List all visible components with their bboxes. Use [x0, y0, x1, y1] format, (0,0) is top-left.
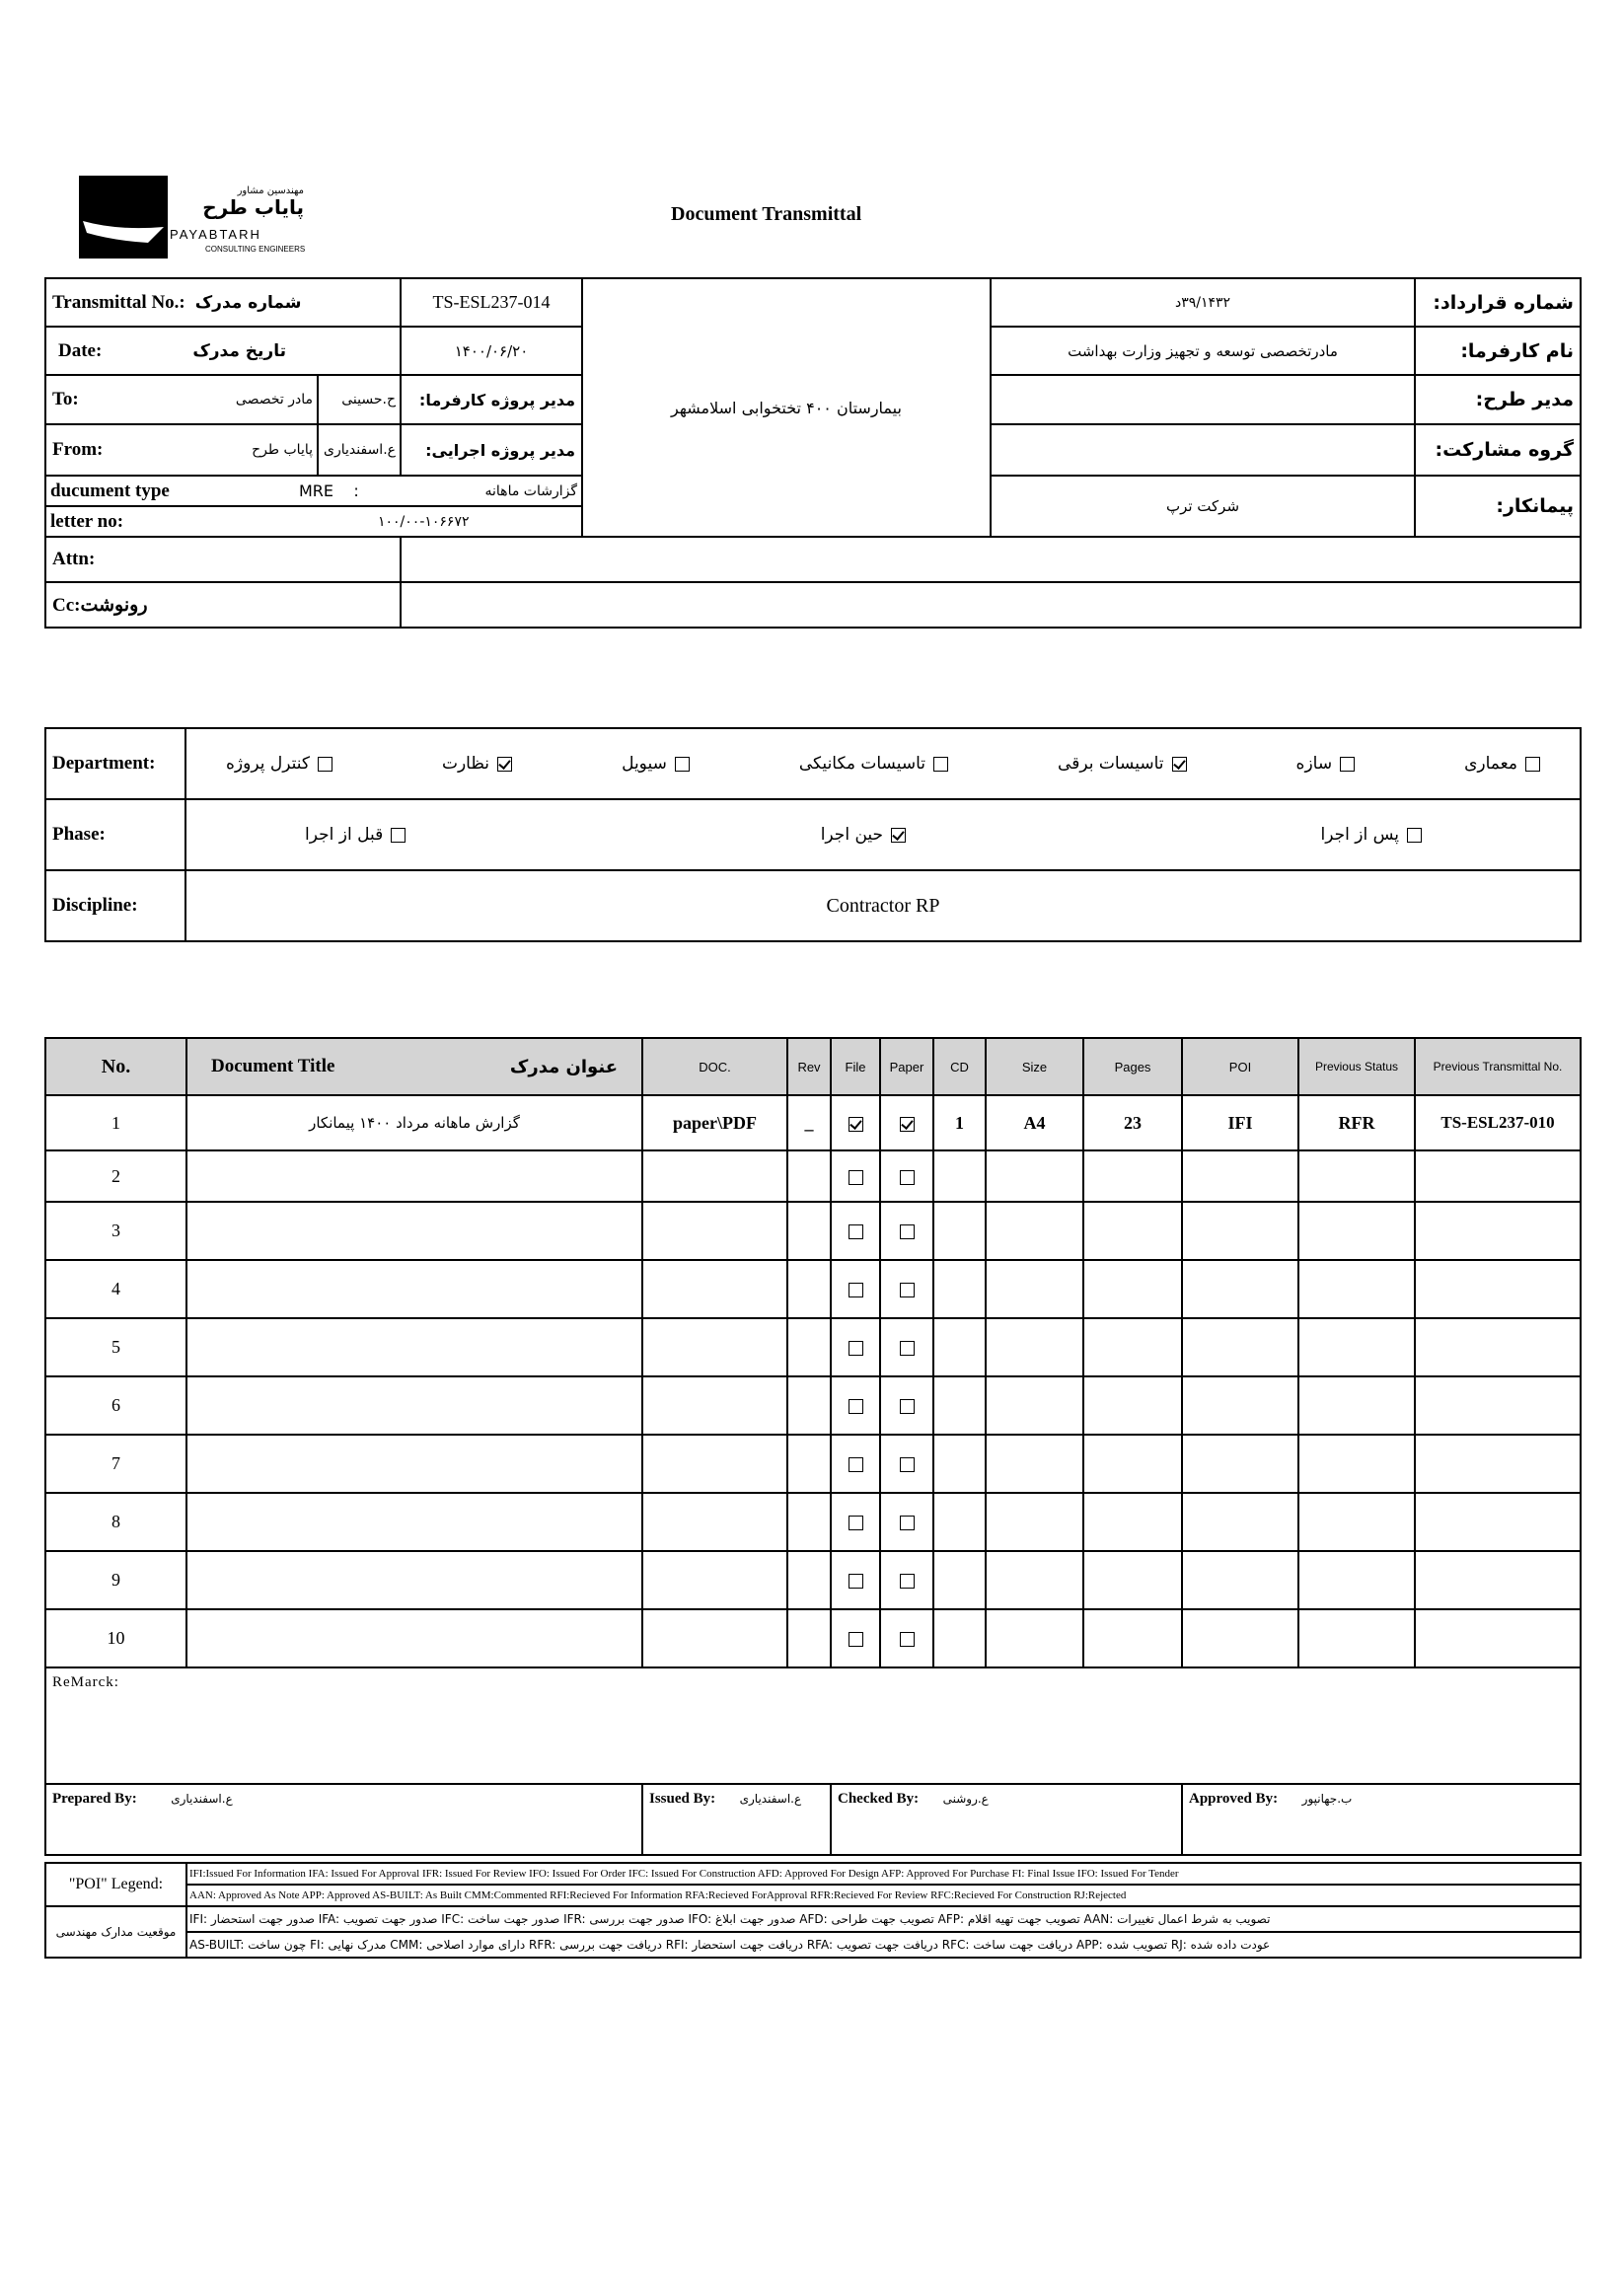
cell-size	[986, 1318, 1083, 1376]
cell-prev-status	[1298, 1435, 1415, 1493]
from-label: From:	[52, 439, 104, 460]
cell-file	[831, 1150, 880, 1202]
cell-file	[831, 1551, 880, 1609]
remark-cell	[45, 1667, 1581, 1784]
from-value: پایاب طرح	[190, 425, 319, 475]
partner-label: گروه مشارکت:	[1415, 424, 1581, 476]
cell-doc	[642, 1202, 787, 1260]
cell-prev-status: RFR	[1298, 1095, 1415, 1150]
cell-no: 5	[45, 1318, 186, 1376]
department-label: Department:	[45, 728, 185, 799]
department-option[interactable]	[1296, 754, 1356, 774]
table-row	[45, 1376, 1581, 1435]
letter-value: ۱۰۰/۰۰-۱۰۶۶۷۲	[378, 513, 470, 530]
cell-prev-status	[1298, 1493, 1415, 1551]
cell-rev	[787, 1609, 831, 1667]
checkbox-icon[interactable]	[849, 1224, 863, 1239]
col-prev-transmittal: Previous Transmittal No.	[1415, 1038, 1581, 1095]
cell-poi	[1182, 1150, 1298, 1202]
checkbox-checked-icon[interactable]	[900, 1117, 915, 1132]
cell-prev-status	[1298, 1318, 1415, 1376]
cell-no: 2	[45, 1150, 186, 1202]
checkbox-icon[interactable]	[1340, 757, 1355, 772]
checkbox-icon[interactable]	[900, 1224, 915, 1239]
cell-prev-transmittal	[1415, 1609, 1581, 1667]
to-person: ح.حسینی	[341, 392, 396, 407]
cell-no: 9	[45, 1551, 186, 1609]
department-option-label: تاسیسات مکانیکی	[798, 754, 926, 774]
checkbox-icon[interactable]	[900, 1170, 915, 1185]
cell-paper	[880, 1435, 933, 1493]
phase-option[interactable]	[1321, 825, 1422, 845]
cell-no: 10	[45, 1609, 186, 1667]
cell-paper	[880, 1376, 933, 1435]
legend-line-4: AS-BUILT: چون ساخت FI: مدرک نهایی CMM: دارای موارد اصلاحی RFR: دریافت جهت بررسی RFI: دریافت جهت استحضار RFA: دریافت جهت تصویب RFC: دریافت جهت ساخت APP: تصویب شده RJ: عودت داده شده	[186, 1932, 1581, 1958]
cell-poi	[1182, 1318, 1298, 1376]
department-option-label: سازه	[1295, 754, 1333, 774]
cell-cd	[933, 1150, 986, 1202]
approved-by-name: ب.جهانپور	[1301, 1792, 1353, 1806]
cell-prev-transmittal	[1415, 1260, 1581, 1318]
department-option-label: نظارت	[441, 754, 490, 774]
date-label-fa: تاریخ مدرک	[192, 340, 286, 361]
cell-title	[186, 1435, 642, 1493]
cell-rev	[787, 1551, 831, 1609]
to-value: مادر تخصصی	[190, 376, 319, 423]
cc-label: Cc:رونوشت	[45, 582, 401, 628]
checkbox-icon[interactable]	[849, 1399, 863, 1414]
document-title: Document Transmittal	[671, 203, 862, 225]
cell-title	[186, 1202, 642, 1260]
checkbox-icon[interactable]	[849, 1457, 863, 1472]
cell-size	[986, 1551, 1083, 1609]
cell-no: 4	[45, 1260, 186, 1318]
cell-rev	[787, 1318, 831, 1376]
cell-doc	[642, 1609, 787, 1667]
prepared-by-cell	[45, 1784, 642, 1855]
table-row	[45, 1095, 1581, 1150]
date-label: Date:	[58, 339, 103, 361]
logo-tagline: CONSULTING ENGINEERS	[205, 245, 306, 254]
legend-line-2: AAN: Approved As Note APP: Approved AS-BUILT: As Built CMM:Commented RFI:Recieved For Information RFA:Recieved ForApproval RFR:Recieved For Review RFC:Recieved For Construction RJ:Rejected	[186, 1885, 1581, 1906]
prepared-by-name: ع.اسفندیاری	[171, 1792, 233, 1806]
cell-file	[831, 1493, 880, 1551]
col-size: Size	[986, 1038, 1083, 1095]
cell-poi	[1182, 1260, 1298, 1318]
cell-no: 1	[45, 1095, 186, 1150]
cell-file	[831, 1095, 880, 1150]
issued-by-cell	[642, 1784, 831, 1855]
checked-by-label: Checked By:	[838, 1791, 920, 1807]
cell-pages	[1083, 1376, 1182, 1435]
date-label-cell	[45, 327, 401, 375]
cell-title	[186, 1376, 642, 1435]
partner-value	[991, 424, 1415, 476]
cell-doc	[642, 1150, 787, 1202]
items-table	[44, 1037, 1582, 1856]
discipline-label: Discipline:	[45, 870, 185, 941]
checkbox-icon[interactable]	[900, 1341, 915, 1356]
cell-cd	[933, 1376, 986, 1435]
cell-prev-status	[1298, 1551, 1415, 1609]
cell-pages	[1083, 1609, 1182, 1667]
cell-pages	[1083, 1202, 1182, 1260]
table-row	[45, 1435, 1581, 1493]
table-row	[45, 1202, 1581, 1260]
cell-poi	[1182, 1493, 1298, 1551]
cell-paper	[880, 1202, 933, 1260]
attn-value	[401, 537, 1581, 582]
col-paper: Paper	[880, 1038, 933, 1095]
cell-poi	[1182, 1551, 1298, 1609]
logo-company-fa: پایاب طرح	[202, 195, 304, 219]
cell-rev	[787, 1435, 831, 1493]
cell-prev-status	[1298, 1260, 1415, 1318]
client-label: نام کارفرما:	[1415, 327, 1581, 375]
cell-size	[986, 1260, 1083, 1318]
cell-prev-transmittal	[1415, 1202, 1581, 1260]
cell-no: 8	[45, 1493, 186, 1551]
date-value: ۱۴۰۰/۰۶/۲۰	[401, 327, 582, 375]
cell-prev-status	[1298, 1150, 1415, 1202]
cell-pages	[1083, 1260, 1182, 1318]
discipline-value: Contractor RP	[185, 870, 1581, 941]
cell-prev-transmittal	[1415, 1376, 1581, 1435]
department-option[interactable]	[1058, 754, 1186, 774]
doctype-value: MRE :	[299, 481, 359, 500]
contract-value: ۳۹/۱۴۳۲د	[991, 278, 1415, 327]
cell-doc	[642, 1376, 787, 1435]
checkbox-icon[interactable]	[900, 1574, 915, 1589]
legend-line-3: IFI: صدور جهت استحضار IFA: صدور جهت تصویب IFC: صدور جهت ساخت IFR: صدور جهت بررسی IFO: صدور جهت ابلاغ AFD: تصویب جهت طراحی AFP: تصویب جهت تهیه اقلام AAN: تصویب به شرط اعمال تغییرات	[186, 1906, 1581, 1932]
cell-paper	[880, 1150, 933, 1202]
cell-prev-transmittal	[1415, 1551, 1581, 1609]
department-option[interactable]	[622, 754, 690, 774]
prepared-by-label: Prepared By:	[52, 1791, 137, 1807]
company-logo	[79, 176, 306, 259]
cell-cd	[933, 1202, 986, 1260]
cell-prev-transmittal	[1415, 1318, 1581, 1376]
cell-prev-transmittal: TS-ESL237-010	[1415, 1095, 1581, 1150]
cell-size: A4	[986, 1095, 1083, 1150]
issued-by-label: Issued By:	[649, 1791, 716, 1807]
checkbox-icon[interactable]	[849, 1632, 863, 1647]
logo-mark-icon	[79, 176, 168, 259]
classification-table	[44, 727, 1582, 942]
checked-by-cell	[831, 1784, 1182, 1855]
cell-doc	[642, 1551, 787, 1609]
cell-title	[186, 1609, 642, 1667]
cell-file	[831, 1435, 880, 1493]
contractor-label: پیمانکار:	[1415, 476, 1581, 537]
col-pages: Pages	[1083, 1038, 1182, 1095]
cell-pages: 23	[1083, 1095, 1182, 1150]
cell-doc	[642, 1493, 787, 1551]
cell-cd	[933, 1609, 986, 1667]
transmittal-label-cell	[45, 278, 401, 327]
logo-company-en: PAYABTARH	[170, 227, 261, 242]
checkbox-icon[interactable]	[933, 757, 948, 772]
cell-rev	[787, 1260, 831, 1318]
cell-rev	[787, 1493, 831, 1551]
department-options	[185, 728, 1581, 799]
cell-file	[831, 1609, 880, 1667]
department-option[interactable]	[442, 754, 512, 774]
checkbox-checked-icon[interactable]	[849, 1117, 863, 1132]
checkbox-icon[interactable]	[849, 1516, 863, 1530]
cell-cd	[933, 1260, 986, 1318]
department-option-label: سیویل	[622, 754, 667, 774]
cell-doc: paper\PDF	[642, 1095, 787, 1150]
transmittal-label: Transmittal No.:	[52, 291, 185, 313]
cell-size	[986, 1376, 1083, 1435]
letter-label: letter no:	[50, 510, 124, 532]
checkbox-icon[interactable]	[675, 757, 690, 772]
cell-title	[186, 1551, 642, 1609]
checkbox-icon[interactable]	[900, 1283, 915, 1297]
cell-size	[986, 1435, 1083, 1493]
table-row	[45, 1318, 1581, 1376]
from-person: ع.اسفندیاری	[324, 442, 396, 458]
department-option-label: معماری	[1464, 754, 1517, 774]
project-name: بیمارستان ۴۰۰ تختخوابی اسلامشهر	[582, 278, 991, 537]
cell-cd	[933, 1551, 986, 1609]
cell-poi: IFI	[1182, 1095, 1298, 1150]
checked-by-name: ع.روشنی	[942, 1792, 989, 1806]
cell-cd	[933, 1435, 986, 1493]
cell-rev	[787, 1150, 831, 1202]
designmgr-value	[991, 375, 1415, 424]
cell-prev-transmittal	[1415, 1435, 1581, 1493]
cell-no: 6	[45, 1376, 186, 1435]
client-value: مادرتخصصی توسعه و تجهیز وزارت بهداشت	[991, 327, 1415, 375]
col-rev: Rev	[787, 1038, 831, 1095]
cell-title	[186, 1260, 642, 1318]
cell-rev	[787, 1202, 831, 1260]
transmittal-value: TS-ESL237-014	[401, 278, 582, 327]
checkbox-icon[interactable]	[391, 828, 406, 843]
cell-doc	[642, 1318, 787, 1376]
cell-title	[186, 1150, 642, 1202]
cell-pages	[1083, 1150, 1182, 1202]
col-poi: POI	[1182, 1038, 1298, 1095]
checkbox-checked-icon[interactable]	[1172, 757, 1187, 772]
cell-pages	[1083, 1551, 1182, 1609]
phase-option-label: حین اجرا	[820, 825, 884, 845]
cell-prev-transmittal	[1415, 1493, 1581, 1551]
cell-file	[831, 1318, 880, 1376]
cc-value	[401, 582, 1581, 628]
table-row	[45, 1493, 1581, 1551]
approved-by-cell	[1182, 1784, 1581, 1855]
cell-no: 3	[45, 1202, 186, 1260]
cell-prev-transmittal	[1415, 1150, 1581, 1202]
phase-label: Phase:	[45, 799, 185, 870]
to-label: To:	[52, 389, 79, 409]
cell-rev: _	[787, 1095, 831, 1150]
cell-paper	[880, 1318, 933, 1376]
cell-paper	[880, 1260, 933, 1318]
to-cell	[45, 375, 401, 424]
cell-title	[186, 1493, 642, 1551]
phase-option-label: قبل از اجرا	[305, 825, 384, 845]
cell-paper	[880, 1609, 933, 1667]
checkbox-icon[interactable]	[849, 1574, 863, 1589]
attn-label: Attn:	[45, 537, 401, 582]
doctype-label: ducument type	[50, 480, 170, 501]
cell-file	[831, 1260, 880, 1318]
checkbox-icon[interactable]	[900, 1632, 915, 1647]
cell-size	[986, 1150, 1083, 1202]
cell-size	[986, 1609, 1083, 1667]
from-role: مدیر پروژه اجرایی:	[401, 424, 582, 476]
cell-poi	[1182, 1435, 1298, 1493]
department-option[interactable]	[1464, 754, 1540, 774]
cell-prev-status	[1298, 1376, 1415, 1435]
phase-options	[185, 799, 1581, 870]
col-cd: CD	[933, 1038, 986, 1095]
issued-by-name: ع.اسفندیاری	[739, 1792, 802, 1806]
col-doc: DOC.	[642, 1038, 787, 1095]
col-title-en: Document Title	[211, 1056, 335, 1076]
checkbox-icon[interactable]	[900, 1457, 915, 1472]
cell-poi	[1182, 1376, 1298, 1435]
remark-label: ReMarck:	[52, 1674, 119, 1690]
cell-poi	[1182, 1202, 1298, 1260]
checkbox-icon[interactable]	[849, 1170, 863, 1185]
cell-title: گزارش ماهانه مرداد ۱۴۰۰ پیمانکار	[186, 1095, 642, 1150]
department-option-label: تاسیسات برقی	[1058, 754, 1164, 774]
from-cell	[45, 424, 401, 476]
table-row	[45, 1551, 1581, 1609]
col-title	[186, 1038, 642, 1095]
cell-prev-status	[1298, 1202, 1415, 1260]
legend-line-1: IFI:Issued For Information IFA: Issued For Approval IFR: Issued For Review IFO: Issued For Order IFC: Issued For Construction AFD: Approved For Design AFP: Approved For Purchase FI: Final Issue IFO: Issued For Tender	[186, 1863, 1581, 1885]
cell-paper	[880, 1493, 933, 1551]
poi-legend-label: "POI" Legend:	[45, 1863, 186, 1906]
header-table	[44, 277, 1582, 629]
cell-file	[831, 1202, 880, 1260]
doctype-letter-cell	[45, 476, 582, 537]
cell-cd	[933, 1318, 986, 1376]
to-role: مدیر پروژه کارفرما:	[401, 375, 582, 424]
cell-poi	[1182, 1609, 1298, 1667]
logo-small-text: مهندسین مشاور	[237, 185, 304, 196]
cell-paper	[880, 1095, 933, 1150]
table-row	[45, 1260, 1581, 1318]
cell-pages	[1083, 1435, 1182, 1493]
contract-label: شماره قرارداد:	[1415, 278, 1581, 327]
cell-cd	[933, 1493, 986, 1551]
doctype-fa: گزارشات ماهانه	[484, 482, 577, 499]
col-no: No.	[45, 1038, 186, 1095]
table-row	[45, 1609, 1581, 1667]
table-row	[45, 1150, 1581, 1202]
department-option[interactable]	[799, 754, 948, 774]
cell-cd: 1	[933, 1095, 986, 1150]
transmittal-label-fa: شماره مدرک	[194, 292, 302, 313]
legend-table	[44, 1862, 1582, 1959]
cell-size	[986, 1493, 1083, 1551]
checkbox-checked-icon[interactable]	[891, 828, 906, 843]
cell-paper	[880, 1551, 933, 1609]
cell-size	[986, 1202, 1083, 1260]
approved-by-label: Approved By:	[1189, 1791, 1279, 1807]
checkbox-checked-icon[interactable]	[497, 757, 512, 772]
checkbox-icon[interactable]	[900, 1516, 915, 1530]
designmgr-label: مدیر طرح:	[1415, 375, 1581, 424]
cell-pages	[1083, 1318, 1182, 1376]
checkbox-icon[interactable]	[849, 1341, 863, 1356]
checkbox-icon[interactable]	[318, 757, 332, 772]
phase-option[interactable]	[305, 825, 406, 845]
checkbox-icon[interactable]	[900, 1399, 915, 1414]
col-file: File	[831, 1038, 880, 1095]
cell-title	[186, 1318, 642, 1376]
cell-rev	[787, 1376, 831, 1435]
cell-doc	[642, 1435, 787, 1493]
cell-no: 7	[45, 1435, 186, 1493]
cell-prev-status	[1298, 1609, 1415, 1667]
checkbox-icon[interactable]	[849, 1283, 863, 1297]
department-option-label: کنترل پروژه	[226, 754, 310, 774]
phase-option[interactable]	[821, 825, 906, 845]
col-prev-status: Previous Status	[1298, 1038, 1415, 1095]
location-legend-label: موقعیت مدارک مهندسی	[45, 1906, 186, 1958]
cell-doc	[642, 1260, 787, 1318]
cell-file	[831, 1376, 880, 1435]
col-title-fa: عنوان مدرک	[509, 1056, 618, 1077]
department-option[interactable]	[226, 754, 332, 774]
contractor-value: شرکت ترپ	[991, 476, 1415, 537]
checkbox-icon[interactable]	[1407, 828, 1422, 843]
checkbox-icon[interactable]	[1525, 757, 1540, 772]
cell-pages	[1083, 1493, 1182, 1551]
phase-option-label: پس از اجرا	[1320, 825, 1399, 845]
